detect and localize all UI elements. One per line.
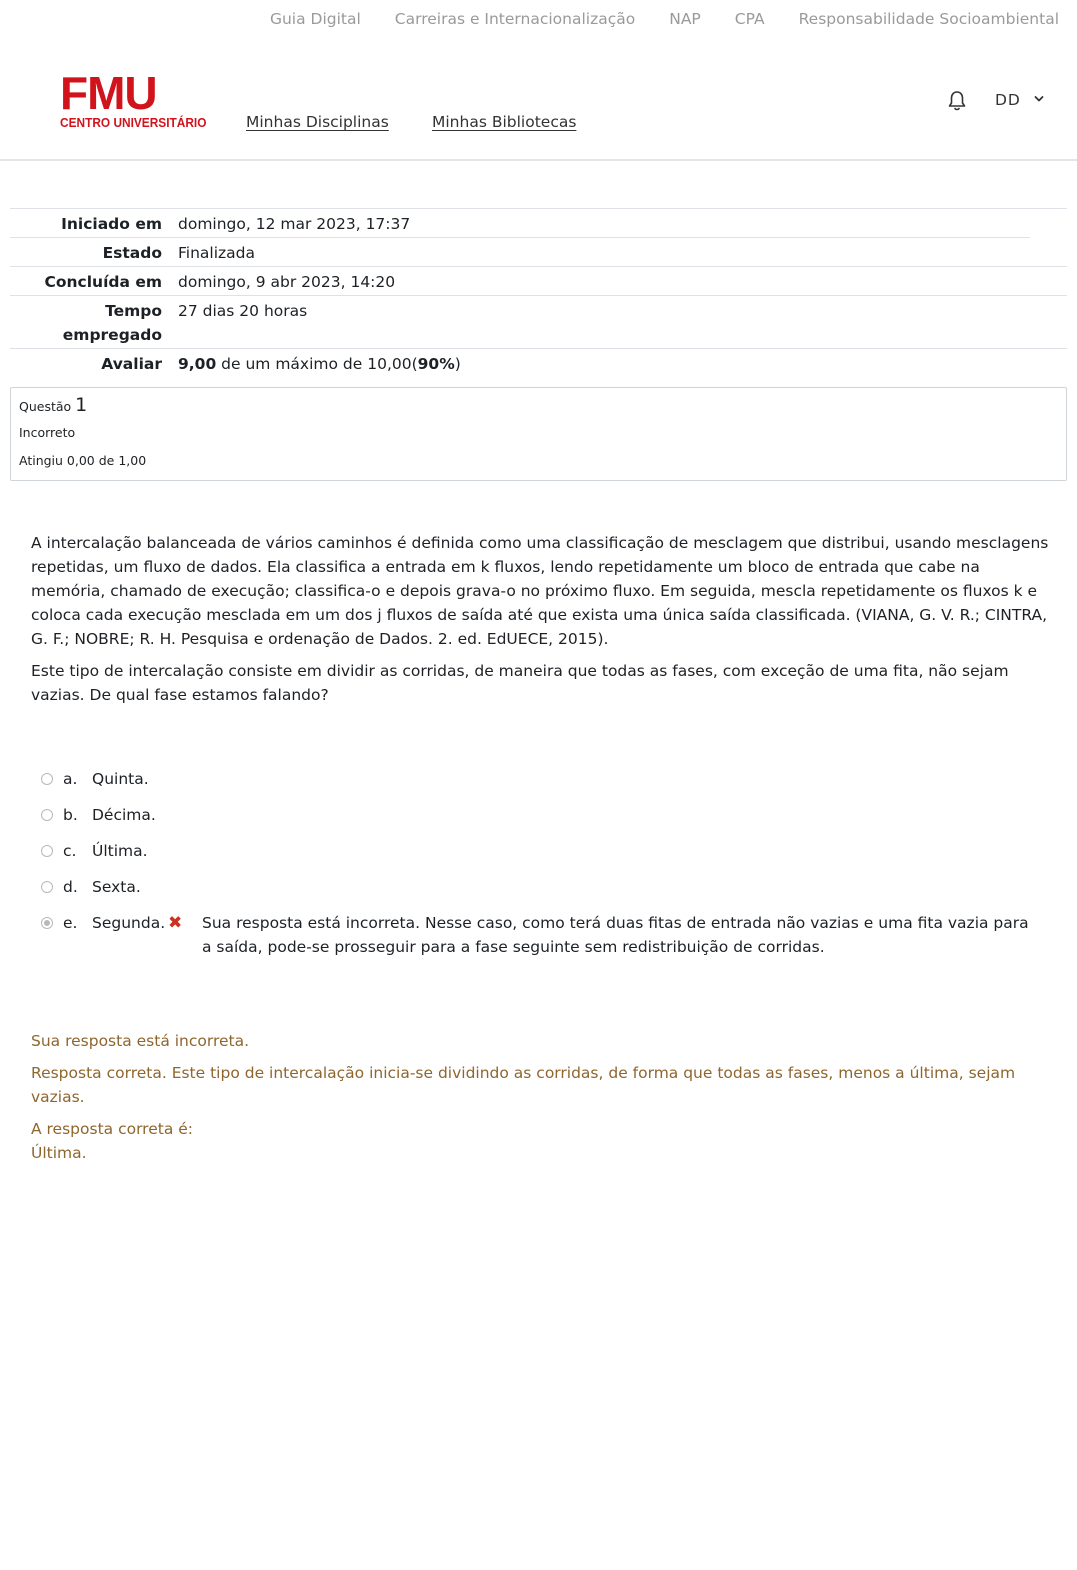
summary-label: Estado	[102, 244, 162, 262]
grade-score: 9,00	[178, 355, 217, 373]
chevron-down-icon[interactable]	[1033, 93, 1045, 105]
summary-row-grade	[10, 349, 1067, 377]
radio-button[interactable]	[41, 773, 53, 785]
outcome-correct-explanation: Resposta correta. Este tipo de intercalação inicia-se dividindo as corridas, de forma que todas as fases, menos a última, sejam vazias.	[31, 1064, 1016, 1106]
answer-text: Segunda.	[92, 914, 166, 932]
summary-value: 27 dias 20 horas	[178, 302, 308, 320]
grade-end: )	[454, 355, 461, 373]
answer-option-c	[40, 839, 1050, 875]
radio-button[interactable]	[41, 845, 53, 857]
summary-label: Avaliar	[101, 355, 162, 373]
summary-row-state	[10, 238, 1067, 267]
top-link-cpa[interactable]: CPA	[734, 10, 765, 28]
answer-option-a	[40, 767, 1050, 803]
question-number-value: 1	[75, 394, 88, 416]
answer-option-d	[40, 875, 1050, 911]
outcome-right-answer-label: A resposta correta é:	[31, 1120, 194, 1138]
site-header	[0, 52, 1077, 161]
answer-text: Quinta.	[92, 770, 149, 788]
fmu-logo[interactable]	[60, 67, 207, 130]
answer-letter: e.	[63, 914, 78, 932]
summary-row-time	[10, 296, 1067, 349]
nav-minhas-bibliotecas[interactable]: Minhas Bibliotecas	[432, 113, 577, 131]
question-paragraph: A intercalação balanceada de vários caminhos é definida como uma classificação de mesclagem que distribui, usando mesclagens repetidas, um fluxo de dados. Ela classifica a entrada em k fluxos, lendo repetidamente um bloco de entrada que cabe na memória, chamado de execução; classifica-o e depois grava-o no próximo fluxo. Em seguida, mescla repetidamente os fluxos k e coloca cada execução mesclada em um dos j fluxos de saída até que exista uma única saída classificada. (VIANA, G. V. R.; CINTRA, G. F.; NOBRE; R. H. Pesquisa e ordenação de Dados. 2. ed. EdUECE, 2015).	[31, 534, 1049, 648]
logo-main: FMU	[60, 67, 157, 119]
answer-letter: c.	[63, 842, 77, 860]
answer-option-e	[40, 911, 1050, 971]
summary-value: domingo, 12 mar 2023, 17:37	[178, 215, 411, 233]
grade-max: de um máximo de 10,00(	[216, 355, 418, 373]
summary-row-completed	[10, 267, 1067, 296]
question-label: Questão	[19, 399, 72, 414]
outcome-right-answer: Última.	[31, 1144, 87, 1162]
top-link-carreiras[interactable]: Carreiras e Internacionalização	[394, 10, 636, 28]
summary-value: domingo, 9 abr 2023, 14:20	[178, 273, 396, 291]
summary-label: Iniciado em	[61, 215, 162, 233]
answer-feedback: Sua resposta está incorreta. Nesse caso, como terá duas fitas de entrada não vazias e uma fita vazia para a saída, pode-se prosseguir para a fase seguinte sem redistribuição de corridas.	[202, 914, 1029, 956]
answer-letter: b.	[63, 806, 78, 824]
radio-button-selected[interactable]	[41, 917, 53, 929]
answer-option-b	[40, 803, 1050, 839]
notification-bell-icon[interactable]	[947, 90, 967, 112]
question-info-box	[10, 387, 1067, 481]
question-status: Incorreto	[19, 425, 76, 440]
answer-letter: d.	[63, 878, 78, 896]
answer-text: Sexta.	[92, 878, 141, 896]
question-paragraph: Este tipo de intercalação consiste em dividir as corridas, de maneira que todas as fases, com exceção de uma fita, não sejam vazias. De qual fase estamos falando?	[31, 662, 1009, 704]
radio-button[interactable]	[41, 881, 53, 893]
radio-button[interactable]	[41, 809, 53, 821]
answer-text: Última.	[92, 842, 148, 860]
top-link-nap[interactable]: NAP	[669, 10, 701, 28]
incorrect-x-icon: ✖	[168, 913, 183, 933]
question-mark: Atingiu 0,00 de 1,00	[19, 453, 147, 468]
question-text	[31, 531, 1051, 715]
top-link-guia-digital[interactable]: Guia Digital	[269, 10, 361, 28]
outcome-incorrect: Sua resposta está incorreta.	[31, 1032, 250, 1050]
attempt-summary	[10, 208, 1067, 377]
user-menu-initials[interactable]: DD	[995, 91, 1021, 109]
summary-value: Finalizada	[178, 244, 256, 262]
question-outcome	[31, 1029, 1051, 1165]
top-link-responsabilidade[interactable]: Responsabilidade Socioambiental	[798, 10, 1059, 28]
logo-sub: CENTRO UNIVERSITÁRIO	[60, 116, 207, 130]
summary-label: Concluída em	[44, 273, 162, 291]
answer-letter: a.	[63, 770, 78, 788]
top-links	[270, 10, 1059, 32]
answer-text: Décima.	[92, 806, 156, 824]
summary-label: Tempo empregado	[62, 302, 162, 344]
summary-value	[162, 352, 461, 376]
grade-percent: 90%	[417, 355, 455, 373]
nav-minhas-disciplinas[interactable]: Minhas Disciplinas	[246, 113, 389, 131]
question-number	[19, 394, 87, 416]
summary-row-started	[10, 209, 1030, 238]
answer-options	[40, 767, 1050, 971]
